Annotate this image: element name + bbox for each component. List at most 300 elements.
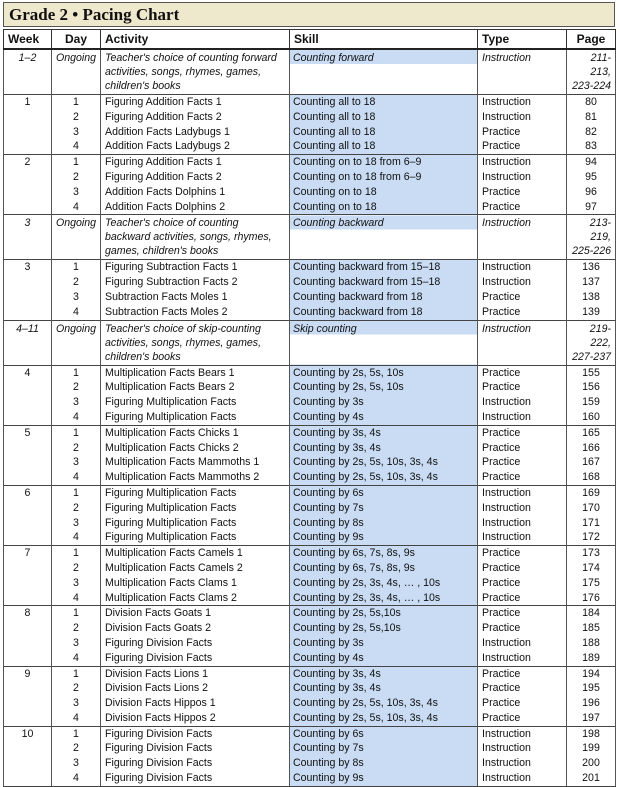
week-cell: 1–2	[4, 49, 52, 95]
page-cell: 199	[567, 741, 616, 756]
page-cell: 80	[567, 95, 616, 110]
day-cell: 1	[52, 666, 101, 681]
type-cell: Instruction	[478, 501, 567, 516]
type-cell: Practice	[478, 441, 567, 456]
table-row	[4, 200, 616, 215]
week-cell	[4, 441, 52, 456]
activity-cell: Figuring Division Facts	[101, 651, 290, 666]
activity-cell: Addition Facts Dolphins 1	[101, 185, 290, 200]
page-cell: 81	[567, 110, 616, 125]
skill-cell: Counting by 3s, 4s	[290, 441, 478, 456]
type-cell: Instruction	[478, 320, 567, 365]
activity-cell: Figuring Subtraction Facts 2	[101, 275, 290, 290]
activity-cell: Figuring Multiplication Facts	[101, 530, 290, 545]
day-cell: 2	[52, 441, 101, 456]
type-cell: Instruction	[478, 516, 567, 531]
table-row	[4, 110, 616, 125]
page-cell: 219-222, 227-237	[567, 320, 616, 365]
page-cell: 196	[567, 696, 616, 711]
page-cell: 200	[567, 756, 616, 771]
week-cell	[4, 561, 52, 576]
activity-cell: Figuring Multiplication Facts	[101, 485, 290, 500]
table-row	[4, 636, 616, 651]
skill-cell: Counting by 8s	[290, 756, 478, 771]
table-row	[4, 410, 616, 425]
page-cell: 211-213, 223-224	[567, 49, 616, 95]
week-cell	[4, 185, 52, 200]
page-cell: 188	[567, 636, 616, 651]
week-cell	[4, 756, 52, 771]
table-row	[4, 155, 616, 170]
day-cell: 4	[52, 200, 101, 215]
day-cell: 3	[52, 290, 101, 305]
page-title: Grade 2 • Pacing Chart	[3, 2, 615, 27]
table-row	[4, 576, 616, 591]
activity-cell: Teacher's choice of skip-counting activities, songs, rhymes, games, children's books	[101, 320, 290, 365]
skill-cell: Counting by 3s, 4s	[290, 666, 478, 681]
table-row	[4, 561, 616, 576]
table-row	[4, 365, 616, 380]
page-cell: 185	[567, 621, 616, 636]
skill-cell: Counting on to 18 from 6–9	[290, 155, 478, 170]
week-cell: 7	[4, 546, 52, 561]
skill-cell: Skip counting	[290, 320, 478, 365]
day-cell: 4	[52, 591, 101, 606]
activity-cell: Figuring Addition Facts 2	[101, 170, 290, 185]
activity-cell: Multiplication Facts Camels 1	[101, 546, 290, 561]
page-cell: 172	[567, 530, 616, 545]
week-cell	[4, 530, 52, 545]
header-activity: Activity	[101, 30, 290, 50]
day-cell: 3	[52, 636, 101, 651]
activity-cell: Figuring Subtraction Facts 1	[101, 260, 290, 275]
skill-cell: Counting by 6s	[290, 726, 478, 741]
activity-cell: Figuring Division Facts	[101, 756, 290, 771]
type-cell: Instruction	[478, 741, 567, 756]
day-cell: 4	[52, 530, 101, 545]
skill-cell: Counting by 7s	[290, 501, 478, 516]
type-cell: Practice	[478, 425, 567, 440]
type-cell: Instruction	[478, 410, 567, 425]
skill-cell: Counting backward	[290, 215, 478, 260]
type-cell: Instruction	[478, 95, 567, 110]
type-cell: Practice	[478, 380, 567, 395]
table-row	[4, 771, 616, 786]
header-skill: Skill	[290, 30, 478, 50]
skill-cell: Counting backward from 15–18	[290, 275, 478, 290]
page-cell: 82	[567, 125, 616, 140]
page-cell: 97	[567, 200, 616, 215]
activity-cell: Division Facts Goats 1	[101, 606, 290, 621]
week-cell	[4, 125, 52, 140]
table-row	[4, 530, 616, 545]
page-cell: 168	[567, 470, 616, 485]
week-cell	[4, 305, 52, 320]
activity-cell: Multiplication Facts Chicks 1	[101, 425, 290, 440]
type-cell: Practice	[478, 591, 567, 606]
type-cell: Instruction	[478, 530, 567, 545]
skill-cell: Counting by 3s	[290, 395, 478, 410]
type-cell: Instruction	[478, 771, 567, 786]
table-row	[4, 621, 616, 636]
activity-cell: Division Facts Lions 1	[101, 666, 290, 681]
type-cell: Practice	[478, 666, 567, 681]
page-cell: 170	[567, 501, 616, 516]
page-cell: 174	[567, 561, 616, 576]
week-cell: 3	[4, 215, 52, 260]
skill-cell: Counting forward	[290, 49, 478, 95]
activity-cell: Teacher's choice of counting backward activities, songs, rhymes, games, children's books	[101, 215, 290, 260]
activity-cell: Figuring Division Facts	[101, 771, 290, 786]
skill-cell: Counting by 3s, 4s	[290, 681, 478, 696]
header-type: Type	[478, 30, 567, 50]
type-cell: Practice	[478, 305, 567, 320]
type-cell: Instruction	[478, 49, 567, 95]
skill-cell: Counting backward from 18	[290, 290, 478, 305]
week-cell	[4, 275, 52, 290]
type-cell: Instruction	[478, 636, 567, 651]
activity-cell: Multiplication Facts Mammoths 2	[101, 470, 290, 485]
activity-cell: Subtraction Facts Moles 2	[101, 305, 290, 320]
skill-cell: Counting all to 18	[290, 95, 478, 110]
page-cell: 167	[567, 455, 616, 470]
skill-cell: Counting on to 18	[290, 200, 478, 215]
activity-cell: Figuring Division Facts	[101, 741, 290, 756]
page-cell: 136	[567, 260, 616, 275]
table-row	[4, 125, 616, 140]
week-cell	[4, 110, 52, 125]
day-cell: 3	[52, 185, 101, 200]
skill-cell: Counting by 2s, 5s, 10s, 3s, 4s	[290, 711, 478, 726]
day-cell: Ongoing	[52, 215, 101, 260]
day-cell: 4	[52, 305, 101, 320]
activity-cell: Figuring Addition Facts 2	[101, 110, 290, 125]
activity-cell: Multiplication Facts Clams 2	[101, 591, 290, 606]
day-cell: 4	[52, 470, 101, 485]
page-cell: 96	[567, 185, 616, 200]
table-row	[4, 395, 616, 410]
day-cell: 2	[52, 501, 101, 516]
type-cell: Practice	[478, 290, 567, 305]
skill-cell: Counting by 6s, 7s, 8s, 9s	[290, 561, 478, 576]
skill-cell: Counting by 2s, 3s, 4s, … , 10s	[290, 591, 478, 606]
activity-cell: Addition Facts Ladybugs 2	[101, 139, 290, 154]
day-cell: 1	[52, 606, 101, 621]
table-row	[4, 711, 616, 726]
table-header	[4, 30, 616, 50]
week-cell: 3	[4, 260, 52, 275]
activity-cell: Figuring Addition Facts 1	[101, 155, 290, 170]
header-day: Day	[52, 30, 101, 50]
page-cell: 94	[567, 155, 616, 170]
skill-cell: Counting by 6s, 7s, 8s, 9s	[290, 546, 478, 561]
page-cell: 137	[567, 275, 616, 290]
week-cell	[4, 139, 52, 154]
table-row	[4, 260, 616, 275]
header-page: Page	[567, 30, 616, 50]
day-cell: 1	[52, 425, 101, 440]
type-cell: Practice	[478, 606, 567, 621]
page-cell: 155	[567, 365, 616, 380]
skill-cell: Counting by 9s	[290, 771, 478, 786]
activity-cell: Multiplication Facts Bears 1	[101, 365, 290, 380]
week-cell	[4, 395, 52, 410]
type-cell: Instruction	[478, 275, 567, 290]
table-row	[4, 455, 616, 470]
page-cell: 184	[567, 606, 616, 621]
week-cell	[4, 636, 52, 651]
activity-cell: Division Facts Lions 2	[101, 681, 290, 696]
page-cell: 198	[567, 726, 616, 741]
week-cell	[4, 621, 52, 636]
week-cell	[4, 290, 52, 305]
day-cell: 3	[52, 455, 101, 470]
table-row	[4, 666, 616, 681]
table-row	[4, 546, 616, 561]
table-row	[4, 681, 616, 696]
week-cell	[4, 651, 52, 666]
day-cell: 3	[52, 125, 101, 140]
activity-cell: Division Facts Hippos 1	[101, 696, 290, 711]
table-row	[4, 305, 616, 320]
table-row	[4, 290, 616, 305]
activity-cell: Figuring Multiplication Facts	[101, 516, 290, 531]
activity-cell: Figuring Multiplication Facts	[101, 395, 290, 410]
page-cell: 173	[567, 546, 616, 561]
skill-cell: Counting by 2s, 5s,10s	[290, 621, 478, 636]
type-cell: Practice	[478, 546, 567, 561]
activity-cell: Multiplication Facts Camels 2	[101, 561, 290, 576]
skill-cell: Counting by 2s, 5s, 10s, 3s, 4s	[290, 696, 478, 711]
page-cell: 95	[567, 170, 616, 185]
page-cell: 195	[567, 681, 616, 696]
skill-cell: Counting all to 18	[290, 139, 478, 154]
table-body	[4, 49, 616, 786]
skill-cell: Counting by 4s	[290, 651, 478, 666]
activity-cell: Teacher's choice of counting forward activities, songs, rhymes, games, children's books	[101, 49, 290, 95]
week-cell: 6	[4, 485, 52, 500]
skill-cell: Counting by 2s, 5s, 10s, 3s, 4s	[290, 470, 478, 485]
type-cell: Instruction	[478, 170, 567, 185]
type-cell: Practice	[478, 125, 567, 140]
week-cell: 4	[4, 365, 52, 380]
skill-cell: Counting on to 18	[290, 185, 478, 200]
day-cell: 4	[52, 771, 101, 786]
week-cell	[4, 200, 52, 215]
day-cell: 1	[52, 365, 101, 380]
activity-cell: Multiplication Facts Mammoths 1	[101, 455, 290, 470]
day-cell: Ongoing	[52, 49, 101, 95]
skill-cell: Counting by 6s	[290, 485, 478, 500]
day-cell: 3	[52, 756, 101, 771]
type-cell: Practice	[478, 470, 567, 485]
week-cell: 1	[4, 95, 52, 110]
page-cell: 213-219, 225-226	[567, 215, 616, 260]
table-row	[4, 95, 616, 110]
week-cell	[4, 516, 52, 531]
day-cell: 2	[52, 621, 101, 636]
header-week: Week	[4, 30, 52, 50]
day-cell: 3	[52, 576, 101, 591]
table-row	[4, 425, 616, 440]
week-cell: 4–11	[4, 320, 52, 365]
week-cell: 2	[4, 155, 52, 170]
pacing-chart-table	[3, 29, 616, 787]
activity-cell: Subtraction Facts Moles 1	[101, 290, 290, 305]
type-cell: Practice	[478, 681, 567, 696]
type-cell: Instruction	[478, 395, 567, 410]
activity-cell: Addition Facts Dolphins 2	[101, 200, 290, 215]
week-cell	[4, 470, 52, 485]
page-cell: 171	[567, 516, 616, 531]
day-cell: 1	[52, 726, 101, 741]
skill-cell: Counting by 3s	[290, 636, 478, 651]
table-row	[4, 485, 616, 500]
type-cell: Practice	[478, 696, 567, 711]
activity-cell: Addition Facts Ladybugs 1	[101, 125, 290, 140]
week-cell	[4, 696, 52, 711]
ongoing-row	[4, 320, 616, 365]
week-cell	[4, 455, 52, 470]
skill-cell: Counting by 7s	[290, 741, 478, 756]
day-cell: 2	[52, 170, 101, 185]
week-cell	[4, 410, 52, 425]
day-cell: 2	[52, 741, 101, 756]
activity-cell: Division Facts Hippos 2	[101, 711, 290, 726]
skill-cell: Counting all to 18	[290, 110, 478, 125]
day-cell: 1	[52, 155, 101, 170]
table-row	[4, 441, 616, 456]
table-row	[4, 651, 616, 666]
week-cell	[4, 711, 52, 726]
skill-cell: Counting by 4s	[290, 410, 478, 425]
activity-cell: Multiplication Facts Chicks 2	[101, 441, 290, 456]
page-cell: 165	[567, 425, 616, 440]
page-cell: 189	[567, 651, 616, 666]
day-cell: 2	[52, 681, 101, 696]
table-row	[4, 275, 616, 290]
week-cell: 8	[4, 606, 52, 621]
day-cell: 3	[52, 395, 101, 410]
table-row	[4, 606, 616, 621]
activity-cell: Multiplication Facts Bears 2	[101, 380, 290, 395]
table-row	[4, 185, 616, 200]
type-cell: Instruction	[478, 260, 567, 275]
type-cell: Practice	[478, 576, 567, 591]
table-row	[4, 516, 616, 531]
page-cell: 175	[567, 576, 616, 591]
page-cell: 160	[567, 410, 616, 425]
page-cell: 201	[567, 771, 616, 786]
ongoing-row	[4, 215, 616, 260]
skill-cell: Counting backward from 18	[290, 305, 478, 320]
table-row	[4, 741, 616, 756]
table-row	[4, 470, 616, 485]
skill-cell: Counting by 9s	[290, 530, 478, 545]
page-cell: 166	[567, 441, 616, 456]
type-cell: Instruction	[478, 651, 567, 666]
day-cell: 2	[52, 561, 101, 576]
table-row	[4, 591, 616, 606]
skill-cell: Counting by 2s, 5s, 10s	[290, 380, 478, 395]
activity-cell: Multiplication Facts Clams 1	[101, 576, 290, 591]
day-cell: 1	[52, 546, 101, 561]
activity-cell: Figuring Addition Facts 1	[101, 95, 290, 110]
activity-cell: Figuring Division Facts	[101, 726, 290, 741]
week-cell: 5	[4, 425, 52, 440]
day-cell: 2	[52, 380, 101, 395]
activity-cell: Figuring Division Facts	[101, 636, 290, 651]
table-row	[4, 380, 616, 395]
activity-cell: Figuring Multiplication Facts	[101, 410, 290, 425]
skill-cell: Counting by 8s	[290, 516, 478, 531]
page-cell: 197	[567, 711, 616, 726]
skill-cell: Counting by 2s, 3s, 4s, … , 10s	[290, 576, 478, 591]
page-cell: 176	[567, 591, 616, 606]
ongoing-row	[4, 49, 616, 95]
type-cell: Instruction	[478, 485, 567, 500]
type-cell: Instruction	[478, 726, 567, 741]
page-cell: 194	[567, 666, 616, 681]
week-cell	[4, 170, 52, 185]
week-cell	[4, 380, 52, 395]
type-cell: Practice	[478, 139, 567, 154]
skill-cell: Counting by 2s, 5s,10s	[290, 606, 478, 621]
skill-cell: Counting by 3s, 4s	[290, 425, 478, 440]
week-cell	[4, 741, 52, 756]
day-cell: 1	[52, 485, 101, 500]
skill-cell: Counting by 2s, 5s, 10s	[290, 365, 478, 380]
day-cell: 3	[52, 516, 101, 531]
page-cell: 169	[567, 485, 616, 500]
week-cell	[4, 681, 52, 696]
skill-cell: Counting by 2s, 5s, 10s, 3s, 4s	[290, 455, 478, 470]
type-cell: Instruction	[478, 155, 567, 170]
week-cell	[4, 591, 52, 606]
page-cell: 139	[567, 305, 616, 320]
type-cell: Instruction	[478, 756, 567, 771]
week-cell	[4, 501, 52, 516]
day-cell: 4	[52, 410, 101, 425]
type-cell: Practice	[478, 455, 567, 470]
type-cell: Instruction	[478, 215, 567, 260]
day-cell: 4	[52, 139, 101, 154]
table-row	[4, 139, 616, 154]
page-cell: 138	[567, 290, 616, 305]
week-cell: 9	[4, 666, 52, 681]
header-row	[4, 30, 616, 50]
type-cell: Practice	[478, 711, 567, 726]
week-cell	[4, 771, 52, 786]
table-row	[4, 756, 616, 771]
type-cell: Practice	[478, 561, 567, 576]
type-cell: Instruction	[478, 110, 567, 125]
page-cell: 83	[567, 139, 616, 154]
type-cell: Practice	[478, 185, 567, 200]
table-row	[4, 696, 616, 711]
skill-cell: Counting on to 18 from 6–9	[290, 170, 478, 185]
page-cell: 159	[567, 395, 616, 410]
week-cell	[4, 576, 52, 591]
skill-cell: Counting all to 18	[290, 125, 478, 140]
skill-cell: Counting backward from 15–18	[290, 260, 478, 275]
table-row	[4, 170, 616, 185]
day-cell: 3	[52, 696, 101, 711]
type-cell: Practice	[478, 200, 567, 215]
week-cell: 10	[4, 726, 52, 741]
day-cell: 2	[52, 275, 101, 290]
day-cell: 4	[52, 711, 101, 726]
